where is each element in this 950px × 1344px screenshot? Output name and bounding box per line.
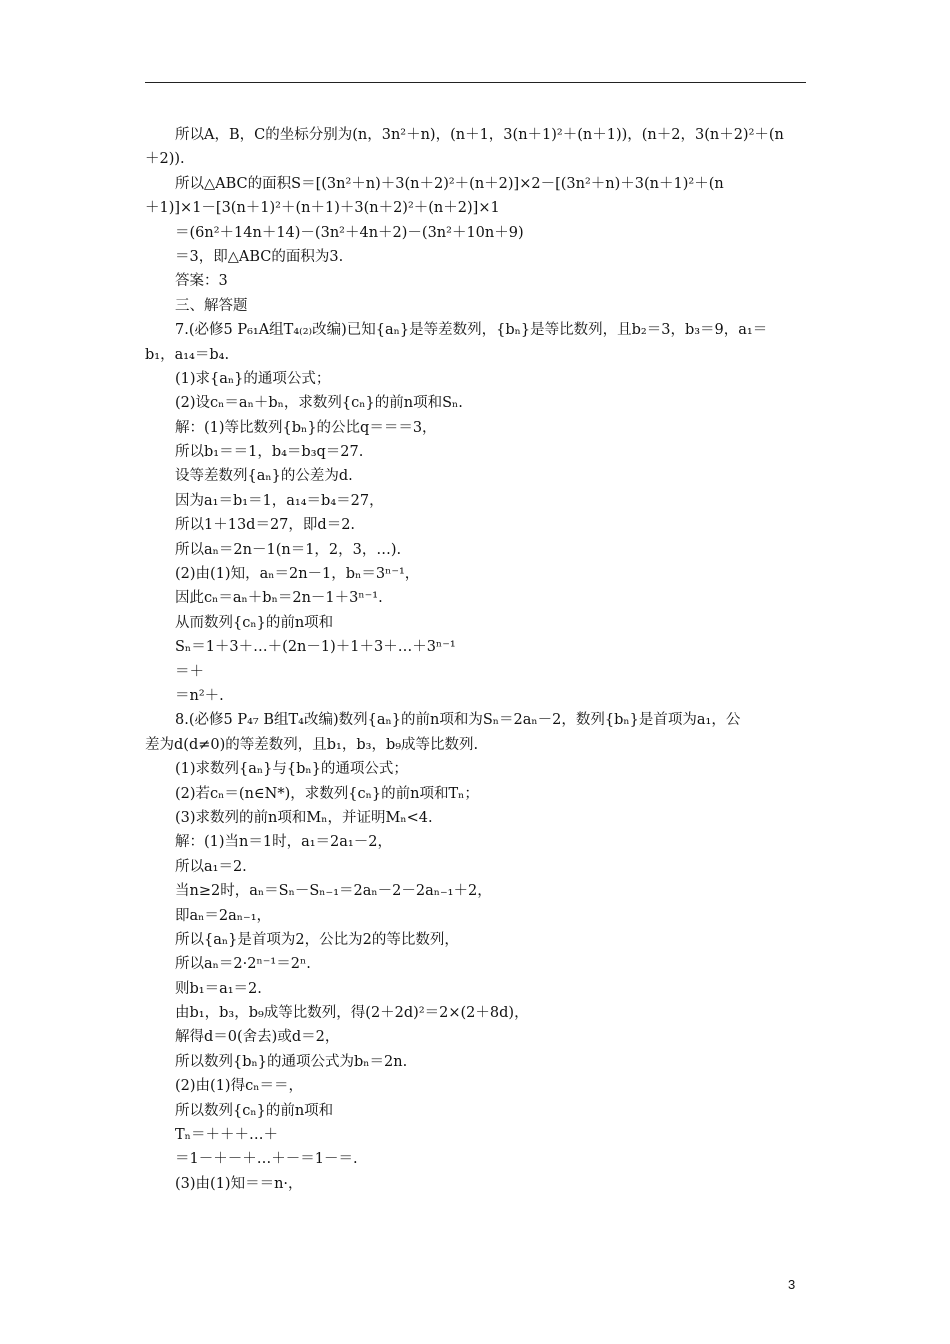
- text-line: 所以{aₙ}是首项为2，公比为2的等比数列，: [175, 931, 459, 948]
- text-line: ＝n²＋.: [175, 687, 224, 704]
- text-line: ＋1)]×1－[3(n＋1)²＋(n＋1)＋3(n＋2)²＋(n＋2)]×1: [145, 200, 500, 217]
- text-line: Tₙ＝＋＋＋…＋: [175, 1127, 278, 1144]
- text-line: (2)由(1)知，aₙ＝2n－1，bₙ＝3ⁿ⁻¹，: [175, 566, 420, 583]
- text-line: (1)求{aₙ}的通项公式；: [175, 370, 331, 387]
- text-line: 由b₁，b₃，b₉成等比数列，得(2＋2d)²＝2×(2＋8d)，: [175, 1005, 529, 1022]
- header-rule: [145, 82, 806, 83]
- text-line: 解：(1)等比数列{bₙ}的公比q＝＝＝3，: [175, 419, 437, 436]
- text-line: b₁，a₁₄＝b₄.: [145, 346, 230, 363]
- text-line: 7.(必修5 P₆₁A组T₄₍₂₎改编)已知{aₙ}是等差数列，{bₙ}是等比数列，且b₂＝3，b₃＝9，a₁＝: [175, 322, 768, 339]
- text-line: 则b₁＝a₁＝2.: [175, 980, 262, 997]
- page-number: 3: [788, 1277, 796, 1292]
- text-line: (2)设cₙ＝aₙ＋bₙ，求数列{cₙ}的前n项和Sₙ.: [175, 395, 463, 412]
- text-line: (3)求数列的前n项和Mₙ，并证明Mₙ<4.: [175, 809, 433, 826]
- text-line: 设等差数列{aₙ}的公差为d.: [175, 468, 353, 485]
- text-line: 所以数列{bₙ}的通项公式为bₙ＝2n.: [175, 1053, 408, 1070]
- text-line: 当n≥2时，aₙ＝Sₙ－Sₙ₋₁＝2aₙ－2－2aₙ₋₁＋2，: [175, 883, 492, 900]
- text-line: 所以数列{cₙ}的前n项和: [175, 1102, 334, 1119]
- document-body: [145, 123, 806, 1196]
- text-line: 所以aₙ＝2·2ⁿ⁻¹＝2ⁿ.: [175, 956, 311, 973]
- text-line: (3)由(1)知＝＝n·，: [175, 1175, 303, 1192]
- text-line: (2)由(1)得cₙ＝＝，: [175, 1078, 303, 1095]
- text-line: 即aₙ＝2aₙ₋₁，: [175, 907, 272, 924]
- text-line: 所以a₁＝2.: [175, 858, 247, 875]
- text-line: ＋2)).: [145, 151, 185, 168]
- text-line: ＝3，即△ABC的面积为3.: [175, 248, 344, 265]
- text-line: 所以1＋13d＝27，即d＝2.: [175, 517, 356, 534]
- text-line: 所以△ABC的面积S＝[(3n²＋n)＋3(n＋2)²＋(n＋2)]×2－[(3n²＋n)＋3(n＋1)²＋(n: [175, 175, 724, 192]
- text-line: 差为d(d≠0)的等差数列，且b₁，b₃，b₉成等比数列.: [145, 736, 479, 753]
- text-line: 所以A，B，C的坐标分别为(n，3n²＋n)，(n＋1，3(n＋1)²＋(n＋1))，(n＋2，3(n＋2)²＋(n: [175, 127, 784, 143]
- text-line: ＝1－＋－＋…＋－＝1－＝.: [175, 1151, 358, 1168]
- text-line: 8.(必修5 P₄₇ B组T₄改编)数列{aₙ}的前n项和为Sₙ＝2aₙ－2，数列{bₙ}是首项为a₁，公: [175, 712, 741, 729]
- text-line: 所以b₁＝＝1，b₄＝b₃q＝27.: [175, 444, 364, 461]
- text-line: (1)求数列{aₙ}与{bₙ}的通项公式；: [175, 761, 408, 778]
- text-line: (2)若cₙ＝(n∈N*)，求数列{cₙ}的前n项和Tₙ；: [175, 785, 479, 802]
- text-line: 解：(1)当n＝1时，a₁＝2a₁－2，: [175, 834, 392, 851]
- text-line: ＝(6n²＋14n＋14)－(3n²＋4n＋2)－(3n²＋10n＋9): [175, 224, 524, 241]
- text-line: 答案：3: [175, 273, 228, 290]
- text-line: 三、解答题: [175, 297, 248, 314]
- text-line: ＝＋: [175, 663, 204, 680]
- text-line: 因此cₙ＝aₙ＋bₙ＝2n－1＋3ⁿ⁻¹.: [175, 590, 383, 607]
- text-line: Sₙ＝1＋3＋…＋(2n－1)＋1＋3＋…＋3ⁿ⁻¹: [175, 639, 456, 656]
- text-line: 解得d＝0(舍去)或d＝2，: [175, 1029, 340, 1046]
- text-line: 所以aₙ＝2n－1(n＝1，2，3，…).: [175, 541, 402, 558]
- text-line: 从而数列{cₙ}的前n项和: [175, 614, 334, 631]
- text-line: 因为a₁＝b₁＝1，a₁₄＝b₄＝27，: [175, 492, 384, 509]
